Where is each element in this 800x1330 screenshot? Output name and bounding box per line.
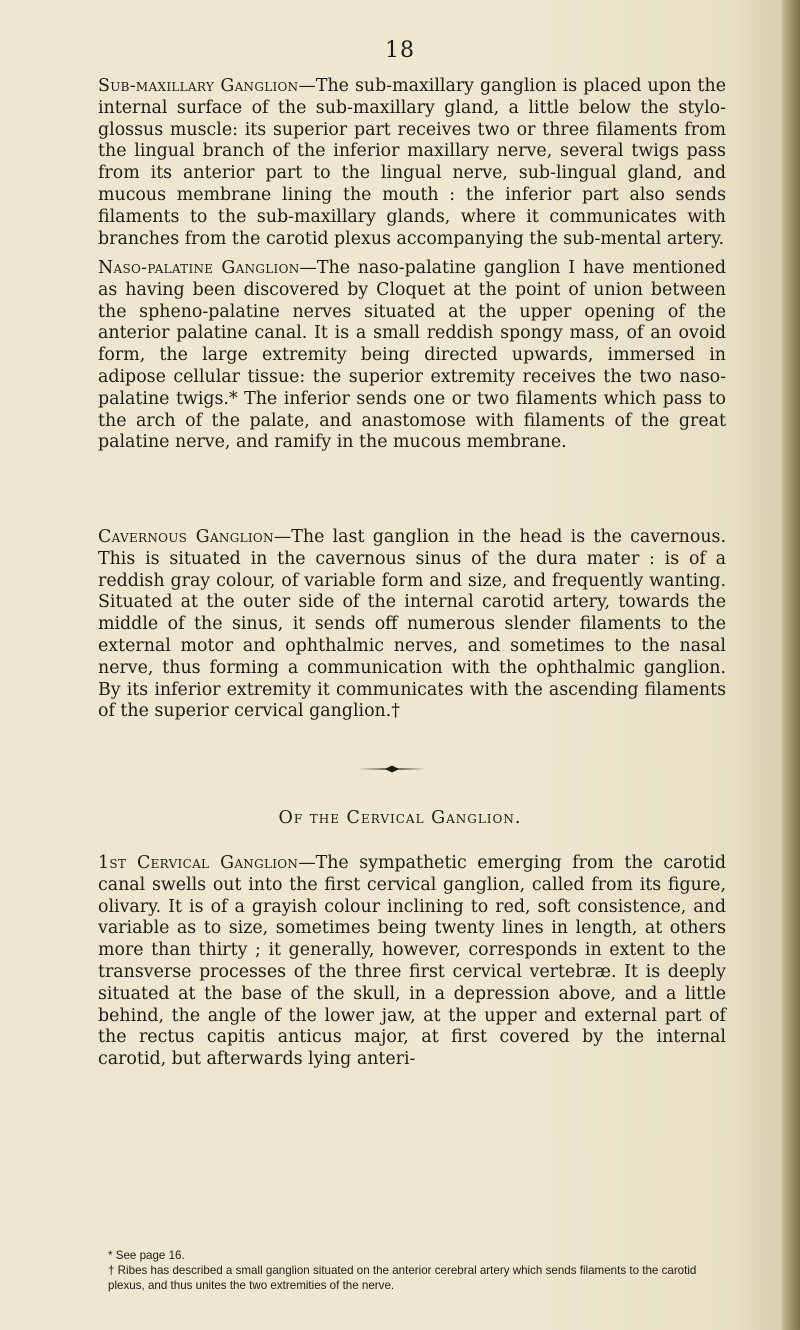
footnotes [98,1248,726,1293]
book-binding-edge [782,0,800,1330]
paragraph-lead: Sub-maxillary Ganglion [98,76,299,96]
paragraph-sub-maxillary-ganglion [98,76,726,250]
paragraph-body: —The last ganglion in the head is the cavernous. This is situated in the cavernous sinus of the dura mater : is of a reddish gray colour, of variable form and size, and frequently wanting. Situated at the outer side of the internal carotid artery, towards the middle of the sinus, it sends off numerous slender filaments to the external motor and ophthalmic nerves, and sometimes to the nasal nerve, thus forming a communication with the ophthalmic ganglion. By its inferior extremity it communicates with the ascending filaments of the superior cervical ganglion.† [98,527,726,722]
paragraph-body: —The naso-palatine ganglion I have mentioned as having been discovered by Cloquet at the point of union between the spheno-palatine nerves situated at the upper opening of the anterior palatine canal. It is a small reddish spongy mass, of an ovoid form, the large extremity being directed upwards, immersed in adipose cellular tissue: the superior extremity receives the two naso-palatine twigs.* The inferior sends one or two filaments which pass to the arch of the palate, and anastomose with filaments of the great palatine nerve, and ramify in the mucous membrane. [98,258,726,453]
page-number: 18 [385,38,415,63]
footnote: † Ribes has described a small ganglion situated on the anterior cerebral artery which sends filaments to the carotid plexus, and thus unites the two extremities of the nerve. [108,1264,697,1292]
paragraph-body: —The sympathetic emerging from the carotid canal swells out into the first cervical ganglion, called from its figure, olivary. It is of a grayish colour inclining to red, soft consistence, and variable as to size, sometimes being twenty lines in length, at others more than thirty ; it generally, however, corresponds in extent to the transverse processes of the three first cervical vertebræ. It is deeply situated at the base of the skull, in a depression above, and a little behind, the angle of the lower jaw, at the upper and external part of the rectus capitis anticus major, at first covered by the internal carotid, but afterwards lying anteri- [98,853,726,1070]
paragraph-lead: Cavernous Ganglion [98,527,274,547]
paragraph-naso-palatine-ganglion [98,258,726,454]
paragraph-body: —The sub-maxillary ganglion is placed upon the internal surface of the sub-maxillary gland, a little below the stylo-glossus muscle: its superior part receives two or three filaments from the lingual branch of the inferior maxillary nerve, several twigs pass from its anterior part to the lingual nerve, sub-lingual gland, and mucous membrane lining the mouth : the inferior part also sends filaments to the sub-maxillary glands, where it communicates with branches from the carotid plexus accompanying the sub-mental artery. [98,76,727,249]
paragraph-first-cervical-ganglion [98,853,726,1071]
paragraph-lead: 1st Cervical Ganglion [98,853,299,873]
footnote: * See page 16. [108,1249,185,1262]
paragraph-lead: Naso-palatine Ganglion [98,258,300,278]
section-divider-ornament [356,764,428,774]
paragraph-cavernous-ganglion [98,527,726,723]
section-heading: Of the Cervical Ganglion. [278,808,522,828]
